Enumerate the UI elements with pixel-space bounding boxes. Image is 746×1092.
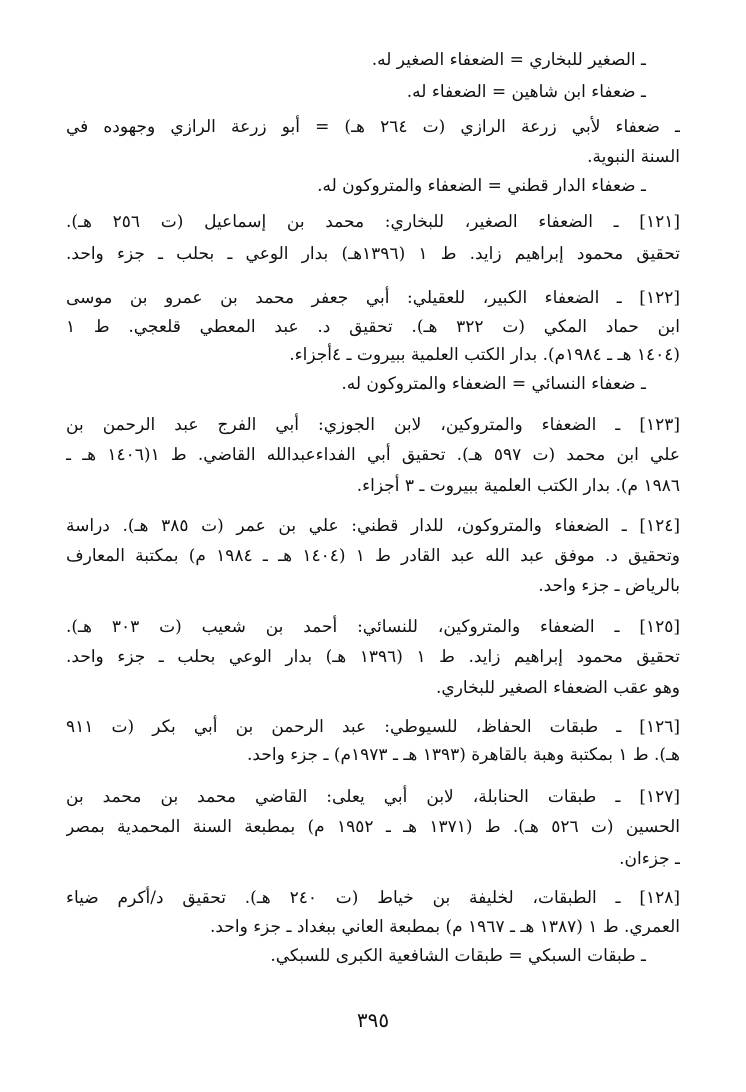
text-line: ـ طبقات السبكي = طبقات الشافعية الكبرى للسبكي. xyxy=(270,946,646,966)
text-line: ـ جزءان. xyxy=(619,849,680,869)
page-number: ٣٩٥ xyxy=(356,1008,390,1032)
entry-heading-122: [١٢٢] ـ الضعفاء الكبير، للعقيلي: أبي جعفر محمد بن عمرو بن موسى xyxy=(66,288,680,308)
text-line: ١٩٨٦ م). بدار الكتب العلمية ببيروت ـ ٣ أجزاء. xyxy=(356,476,680,496)
text-line: تحقيق محمود إبراهيم زايد. ط ١ (١٣٩٦ هـ) بدار الوعي بحلب ـ جزء واحد. xyxy=(66,647,680,667)
text-line: ـ ضعفاء لأبي زرعة الرازي (ت ٢٦٤ هـ) = أبو زرعة الرازي وجهوده في xyxy=(66,117,680,137)
text-line: الحسين (ت ٥٢٦ هـ). ط (١٣٧١ هـ ـ ١٩٥٢ م) بمطبعة السنة المحمدية بمصر xyxy=(66,817,680,837)
entry-heading-121: [١٢١] ـ الضعفاء الصغير، للبخاري: محمد بن إسماعيل (ت ٢٥٦ هـ). xyxy=(66,212,680,232)
text-line: علي ابن محمد (ت ٥٩٧ هـ). تحقيق أبي الفداءعبدالله القاضي. ط ١(١٤٠٦ هـ ـ xyxy=(66,445,680,465)
entry-heading-124: [١٢٤] ـ الضعفاء والمتروكون، للدار قطني: علي بن عمر (ت ٣٨٥ هـ). دراسة xyxy=(66,516,680,536)
text-line: وتحقيق د. موفق عبد الله عبد القادر ط ١ (١٤٠٤ هـ ـ ١٩٨٤ م) بمكتبة المعارف xyxy=(66,546,680,566)
text-line: ابن حماد المكي (ت ٣٢٢ هـ). تحقيق د. عبد المعطي قلعجي. ط ١ xyxy=(66,317,680,337)
text-line: السنة النبوية. xyxy=(587,147,680,167)
text-line: ـ ضعفاء الدار قطني = الضعفاء والمتروكون له. xyxy=(317,176,646,196)
entry-heading-125: [١٢٥] ـ الضعفاء والمتروكين، للنسائي: أحمد بن شعيب (ت ٣٠٣ هـ). xyxy=(66,617,680,637)
entry-heading-127: [١٢٧] ـ طبقات الحنابلة، لابن أبي يعلى: القاضي محمد بن محمد بن xyxy=(66,787,680,807)
text-line: وهو عقب الضعفاء الصغير للبخاري. xyxy=(436,678,680,698)
text-line: العمري. ط ١ (١٣٨٧ هـ ـ ١٩٦٧ م) بمطبعة العاني ببغداد ـ جزء واحد. xyxy=(210,917,680,937)
text-line: ـ ضعفاء النسائي = الضعفاء والمتروكون له. xyxy=(341,374,646,394)
text-line: ـ ضعفاء ابن شاهين = الضعفاء له. xyxy=(406,82,646,102)
text-line: تحقيق محمود إبراهيم زايد. ط ١ (١٣٩٦هـ) بدار الوعي ـ بحلب ـ جزء واحد. xyxy=(66,244,680,264)
entry-heading-123: [١٢٣] ـ الضعفاء والمتروكين، لابن الجوزي: أبي الفرج عبد الرحمن بن xyxy=(66,415,680,435)
entry-heading-126: [١٢٦] ـ طبقات الحفاظ، للسيوطي: عبد الرحمن بن أبي بكر (ت ٩١١ xyxy=(66,717,680,737)
text-line: ـ الصغير للبخاري = الضعفاء الصغير له. xyxy=(371,50,646,70)
text-line: بالرياض ـ جزء واحد. xyxy=(538,576,680,596)
text-line: (١٤٠٤ هـ ـ ١٩٨٤م). بدار الكتب العلمية ببيروت ـ ٤أجزاء. xyxy=(289,345,680,365)
text-line: هـ). ط ١ بمكتبة وهبة بالقاهرة (١٣٩٣ هـ ـ ١٩٧٣م) ـ جزء واحد. xyxy=(247,745,680,765)
entry-heading-128: [١٢٨] ـ الطبقات، لخليفة بن خياط (ت ٢٤٠ هـ). تحقيق د/أكرم ضياء xyxy=(66,888,680,908)
